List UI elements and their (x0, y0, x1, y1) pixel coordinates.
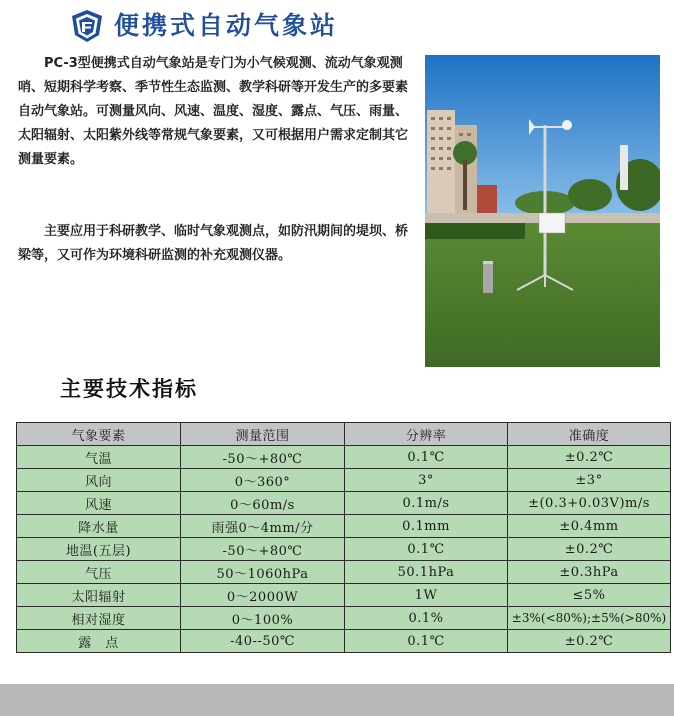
weather-station-photo (425, 55, 660, 367)
table-cell: 0.1℃ (345, 630, 508, 653)
table-cell: ±0.2℃ (508, 538, 671, 561)
table-cell: 0.1℃ (345, 446, 508, 469)
table-cell: 50.1hPa (345, 561, 508, 584)
table-cell: 太阳辐射 (17, 584, 181, 607)
table-cell: ±3° (508, 469, 671, 492)
column-header: 气象要素 (17, 423, 181, 446)
table-cell: 0～360° (181, 469, 345, 492)
column-header: 测量范围 (181, 423, 345, 446)
table-cell: ±3%(<80%);±5%(>80%) (508, 607, 671, 630)
table-row (17, 469, 671, 492)
table-cell: -50～+80℃ (181, 446, 345, 469)
table-cell: 50～1060hPa (181, 561, 345, 584)
table-row (17, 515, 671, 538)
table-cell: 降水量 (17, 515, 181, 538)
table-cell: 地温(五层) (17, 538, 181, 561)
page-title: 便携式自动气象站 (114, 11, 339, 40)
table-row (17, 492, 671, 515)
application-paragraph: 主要应用于科研教学、临时气象观测点，如防汛期间的堤坝、桥梁等，又可作为环境科研监测的补充观测仪器。 (18, 224, 409, 263)
specs-table (16, 422, 671, 653)
table-row (17, 538, 671, 561)
table-cell: 露 点 (17, 630, 181, 653)
table-row (17, 630, 671, 653)
table-cell: ±0.4mm (508, 515, 671, 538)
specs-heading: 主要技术指标 (60, 377, 198, 401)
table-cell: ±0.2℃ (508, 446, 671, 469)
table-row (17, 607, 671, 630)
table-cell: 相对湿度 (17, 607, 181, 630)
table-cell: ±0.2℃ (508, 630, 671, 653)
table-row (17, 584, 671, 607)
table-cell: -40--50℃ (181, 630, 345, 653)
table-cell: ≤5% (508, 584, 671, 607)
column-header: 分辨率 (345, 423, 508, 446)
table-header-row (17, 423, 671, 446)
table-cell: 气温 (17, 446, 181, 469)
table-cell: ±0.3hPa (508, 561, 671, 584)
table-cell: -50～+80℃ (181, 538, 345, 561)
table-cell: 3° (345, 469, 508, 492)
table-cell: 0.1mm (345, 515, 508, 538)
table-cell: 1W (345, 584, 508, 607)
company-shield-logo-icon (69, 8, 105, 44)
table-cell: 气压 (17, 561, 181, 584)
table-cell: 风速 (17, 492, 181, 515)
footer-bar (0, 684, 674, 716)
table-cell: 风向 (17, 469, 181, 492)
table-cell: 0.1% (345, 607, 508, 630)
table-cell: 0～60m/s (181, 492, 345, 515)
table-cell: 0～100% (181, 607, 345, 630)
table-cell: ±(0.3+0.03V)m/s (508, 492, 671, 515)
intro-paragraph: PC-3型便携式自动气象站是专门为小气候观测、流动气象观测哨、短期科学考察、季节性生态监测、教学科研等开发生产的多要素自动气象站。可测量风向、风速、温度、湿度、露点、气压、雨量、太阳辐射、太阳紫外线等常规气象要素，又可根据用户需求定制其它测量要素。 (18, 56, 409, 167)
column-header: 准确度 (508, 423, 671, 446)
table-cell: 0～2000W (181, 584, 345, 607)
table-row (17, 446, 671, 469)
table-row (17, 561, 671, 584)
table-cell: 0.1℃ (345, 538, 508, 561)
table-cell: 雨强0～4mm/分 (181, 515, 345, 538)
table-cell: 0.1m/s (345, 492, 508, 515)
